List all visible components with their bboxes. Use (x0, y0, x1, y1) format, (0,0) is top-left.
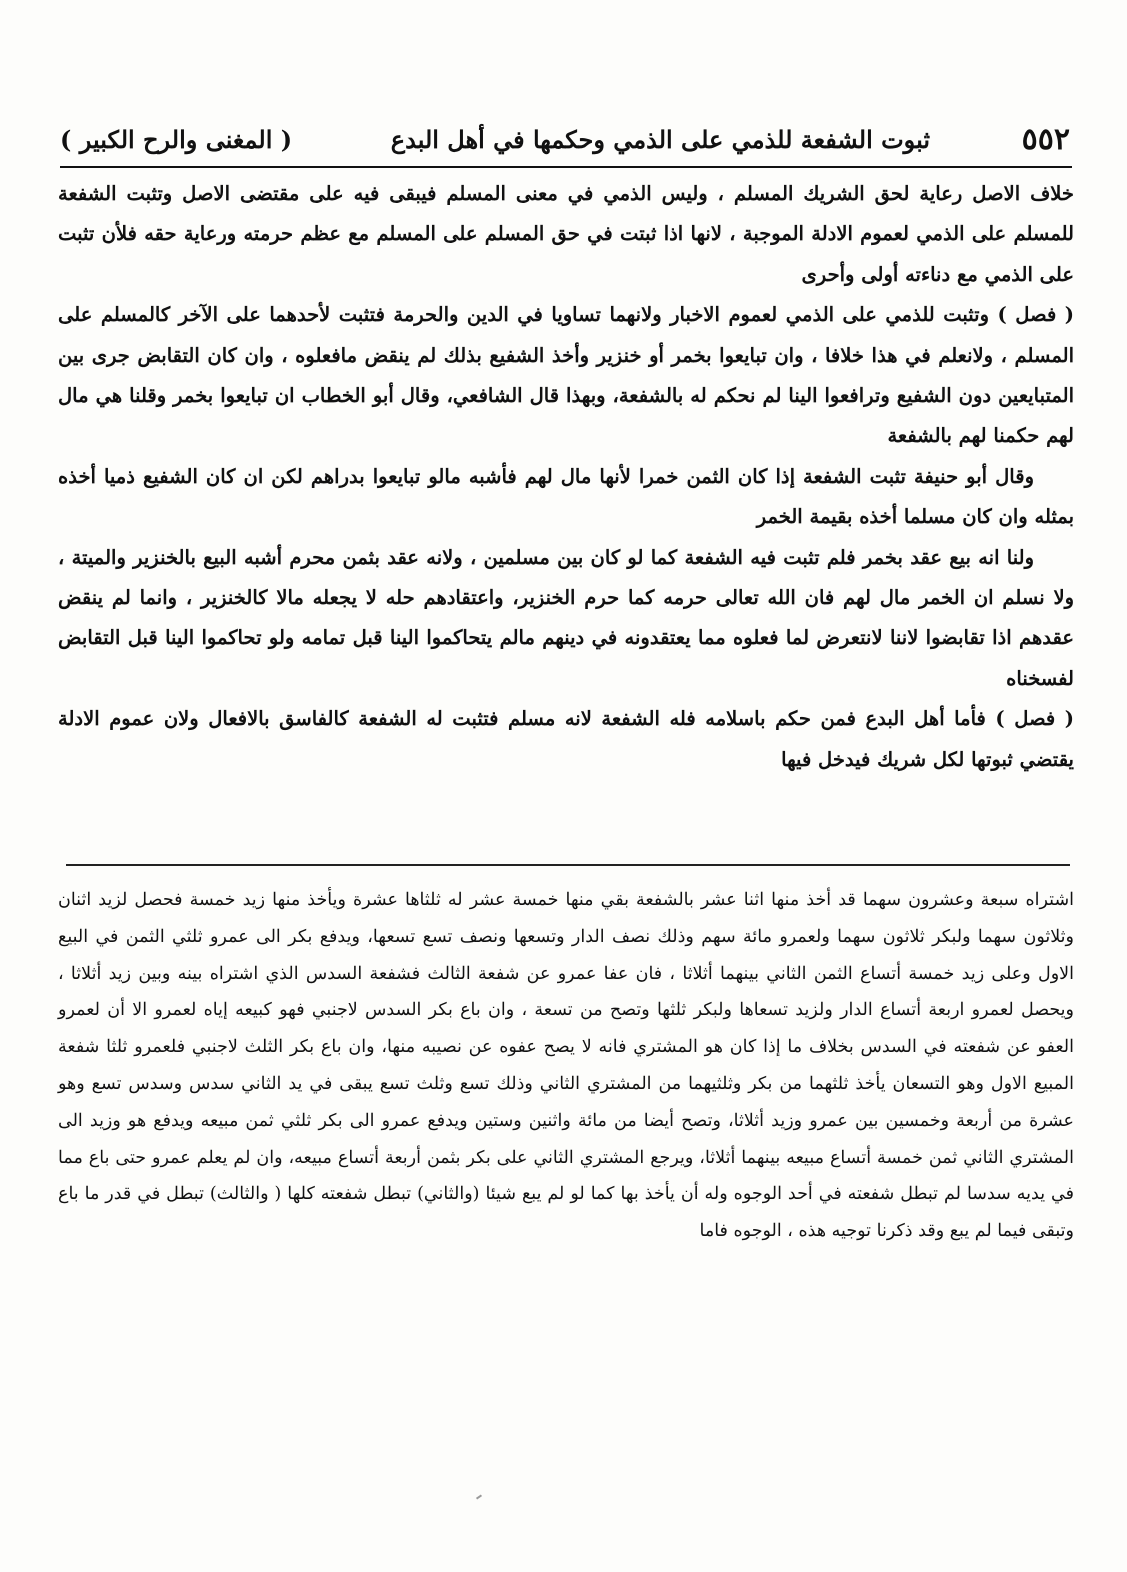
main-paragraph: خلاف الاصل رعاية لحق الشريك المسلم ، وليس الذمي في معنى المسلم فيبقى فيه على مقتضى الاصل وتثبت الشفعة للمسلم على الذمي لعموم الادلة الموجبة ، لانها اذا ثبتت في حق المسلم على المسلم مع عظم حرمته ورعاية حقه فلأن تثبت على الذمي مع دناءته أولى وأحرى (58, 182, 1074, 286)
page-number: ٥٥٢ (1021, 122, 1070, 157)
main-paragraph: ( فصل ) وتثبت للذمي على الذمي لعموم الاخبار ولانهما تساويا في الدين والحرمة فتثبت لأحدهما على الآخر كالمسلم على المسلم ، ولانعلم في هذا خلافا ، وان تبايعوا بخمر أو خنزير وأخذ الشفيع بذلك لم ينقض مافعلوه ، وان كان التقابض جرى بين المتبايعين دون الشفيع وترافعوا الينا لم نحكم له بالشفعة، وبهذا قال الشافعي، وقال أبو الخطاب ان تبايعوا بخمر وقلنا هي مال لهم حكمنا لهم بالشفعة (58, 303, 1074, 448)
footnote-text (58, 882, 1074, 1250)
main-paragraph: ( فصل ) فأما أهل البدع فمن حكم باسلامه فله الشفعة لانه مسلم فتثبت له الشفعة كالفاسق بالافعال ولان عموم الادلة يقتضي ثبوتها لكل شريك فيدخل فيها (58, 707, 1074, 771)
main-text (58, 174, 1074, 780)
page-header (60, 118, 1070, 162)
main-paragraph: وقال أبو حنيفة تثبت الشفعة إذا كان الثمن خمرا لأنها مال لهم فأشبه مالو تبايعوا بدراهم لكن ان كان الشفيع ذميا أخذه بمثله وان كان مسلما أخذه بقيمة الخمر (58, 464, 1074, 529)
book-title: ( المغنى والرح الكبير ) (60, 125, 293, 154)
running-title: ثبوت الشفعة للذمي على الذمي وحكمها في أهل البدع (390, 125, 930, 154)
header-rule (60, 166, 1072, 168)
footnote-rule (66, 864, 1070, 866)
footnote-paragraph: اشتراه سبعة وعشرون سهما قد أخذ منها اثنا عشر بالشفعة بقي منها خمسة عشر له ثلثاها عشرة ويأخذ منها زيد خمسة فحصل لزيد اثنان وثلاثون سهما ولبكر ثلاثون سهما ولعمرو مائة سهم وذلك نصف الدار وتسعها ونصف تسع تسعها، ويدفع بكر الى عمرو ثلثي الثمن في البيع الاول وعلى زيد خمسة أتساع الثمن الثاني بينهما أثلاثا ، فان عفا عمرو عن شفعة الثالث فشفعة السدس الذي اشتراه بينه وبين زيد أثلاثا ، ويحصل لعمرو اربعة أتساع الدار ولزيد تسعاها ولبكر ثلثها وتصح من تسعة ، وان باع بكر السدس لاجنبي فهو كبيعه إياه لعمرو الا أن لعمرو العفو عن شفعته في السدس بخلاف ما إذا كان هو المشتري فانه لا يصح عفوه عن نصيبه منها، وان باع بكر الثلث لاجنبي فلعمرو ثلثا شفعة المبيع الاول وهو التسعان يأخذ ثلثهما من بكر وثلثيهما من المشتري الثاني وذلك تسع وثلث تسع يبقى في يد الثاني سدس وسدس تسع وهو عشرة من أربعة وخمسين بين عمرو وزيد أثلاثا، وتصح أيضا من مائة واثنين وستين ويدفع عمرو الى بكر ثلثي ثمن مبيعه ويدفع هو وزيد الى المشتري الثاني ثمن خمسة أتساع مبيعه بينهما أثلاثا، ويرجع المشتري الثاني على بكر بثمن أربعة أتساع مبيعه، وان لم يعلم عمرو حتى باع مما في يديه سدسا لم تبطل شفعته في أحد الوجوه وله أن يأخذ بها كما لو لم يبع شيئا (والثاني) تبطل شفعته كلها ( والثالث) تبطل في قدر ما باع وتبقى فيما لم يبع وقد ذكرنا توجيه هذه ، الوجوه فاما (58, 890, 1074, 1242)
main-paragraph: ولنا انه بيع عقد بخمر فلم تثبت فيه الشفعة كما لو كان بين مسلمين ، ولانه عقد بثمن محرم أشبه البيع بالخنزير والميتة ، ولا نسلم ان الخمر مال لهم فان الله تعالى حرمه كما حرم الخنزير، واعتقادهم حله لا يجعله مالا كالخنزير ، وانما لم ينقض عقدهم اذا تقابضوا لاننا لانتعرض لما فعلوه مما يعتقدونه في دينهم مالم يتحاكموا الينا قبل تمامه ولو تحاكموا الينا قبل التقابض لفسخناه (58, 545, 1074, 690)
scan-speck (476, 1494, 482, 1499)
